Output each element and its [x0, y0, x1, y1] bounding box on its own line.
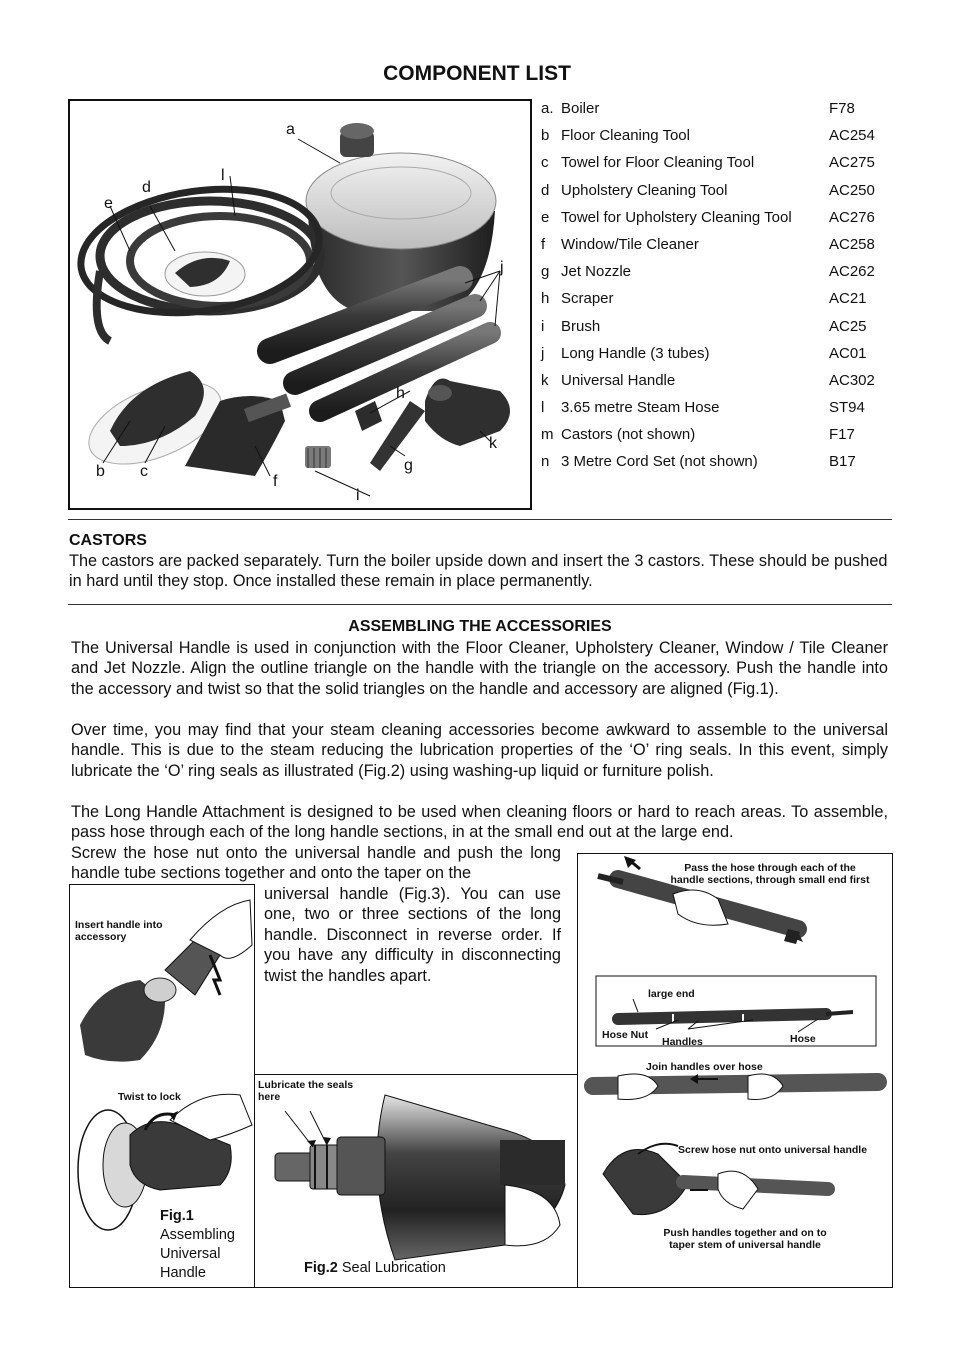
scraper [355, 401, 382, 431]
assembling-paragraph-4b: universal handle (Fig.3). You can use one, two or three sections of the long handle. Disconnect in reverse order. If you have any difficulty in disconnecting twist the handles apart. [264, 885, 561, 985]
component-row: e Towel for Upholstery Cleaning Tool AC276 [541, 208, 875, 226]
fig3-screw-label: Screw hose nut onto universal handle [678, 1144, 868, 1156]
page-title: COMPONENT LIST [383, 62, 571, 85]
component-row: j Long Handle (3 tubes) AC01 [541, 344, 867, 362]
photo-label-b: b [96, 463, 105, 480]
photo-label-f: f [273, 473, 278, 490]
fig3-panel [577, 853, 893, 1288]
fig1-twist-label: Twist to lock [118, 1091, 181, 1103]
component-photo-drawing [70, 101, 530, 508]
component-row: f Window/Tile Cleaner AC258 [541, 235, 875, 253]
component-row: g Jet Nozzle AC262 [541, 263, 875, 281]
photo-label-l: l [221, 167, 225, 184]
component-photo [68, 99, 532, 510]
fig2-seal-label: Lubricate the seals here [258, 1079, 354, 1103]
component-row: m Castors (not shown) F17 [541, 426, 855, 444]
photo-label-c: c [140, 463, 148, 480]
castors-text: The castors are packed separately. Turn the boiler upside down and insert the 3 castors. These should be pushed in hard until they stop. Once installed these remain in place permanently. [69, 552, 888, 591]
component-row: k Universal Handle AC302 [541, 371, 875, 389]
photo-label-h: h [396, 385, 405, 402]
fig3-push-label: Push handles together and on to taper stem of universal handle [663, 1227, 827, 1251]
fig3-join-label: Join handles over hose [646, 1061, 763, 1073]
photo-label-d: d [142, 179, 151, 196]
divider [68, 604, 892, 605]
fig1-insert-label: Insert handle into accessory [75, 919, 163, 943]
fig3-hose-nut-label: Hose Nut [602, 1029, 649, 1041]
fig3-hose-label: Hose [790, 1033, 816, 1045]
component-row: h Scraper AC21 [541, 290, 867, 308]
fig1-panel [69, 884, 255, 1288]
fig2-panel [254, 1074, 578, 1288]
photo-label-a: a [286, 121, 295, 138]
divider [68, 519, 892, 520]
assembling-paragraph-4a: Screw the hose nut onto the universal handle and push the long handle tube sections together and onto the taper on the [71, 844, 561, 883]
photo-label-g: g [404, 457, 413, 474]
brush [305, 446, 331, 468]
assembling-heading: ASSEMBLING THE ACCESSORIES [348, 618, 612, 635]
photo-label-k: k [489, 435, 497, 452]
fig3-large-end-label: large end [648, 988, 695, 1000]
photo-label-e: e [104, 195, 113, 212]
component-row: d Upholstery Cleaning Tool AC250 [541, 181, 875, 199]
fig2-caption: Fig.2 Seal Lubrication [304, 1260, 446, 1276]
component-row: i Brush AC25 [541, 317, 867, 335]
component-row: n 3 Metre Cord Set (not shown) B17 [541, 453, 856, 471]
photo-label-i: i [356, 487, 360, 504]
photo-label-j: j [500, 259, 504, 276]
component-row: a. Boiler F78 [541, 100, 855, 117]
component-list [541, 98, 891, 479]
assembling-paragraph-3: The Long Handle Attachment is designed to be used when cleaning floors or hard to reach areas. To assemble, pass hose through each of the long handle sections, in at the small end out at the large end. [71, 803, 888, 842]
assembling-paragraph-1: The Universal Handle is used in conjunction with the Floor Cleaner, Upholstery Cleaner, Window / Tile Cleaner and Jet Nozzle. Align the outline triangle on the handle with the triangle on the accessory. Push the handle into the accessory and twist so that the solid triangles on the handle and accessory are aligned (Fig.1). [71, 639, 888, 698]
component-row: l 3.65 metre Steam Hose ST94 [541, 399, 865, 417]
assembling-paragraph-2: Over time, you may find that your steam cleaning accessories become awkward to assemble to the universal handle. This is due to the steam reducing the lubrication properties of the ‘O’ ring seals. In this event, simply lubricate the ‘O’ ring seals as illustrated (Fig.2) using washing-up liquid or furniture polish. [71, 721, 888, 780]
fig3-handles-label: Handles [662, 1036, 703, 1048]
fig2-illustration [255, 1075, 579, 1289]
component-row: c Towel for Floor Cleaning Tool AC275 [541, 154, 875, 172]
castors-heading: CASTORS [69, 532, 147, 549]
component-row: b Floor Cleaning Tool AC254 [541, 127, 875, 145]
fig3-pass-label: Pass the hose through each of the handle sections, through small end first [670, 862, 870, 886]
fig1-caption: Fig.1 Assembling Universal Handle [160, 1208, 235, 1281]
